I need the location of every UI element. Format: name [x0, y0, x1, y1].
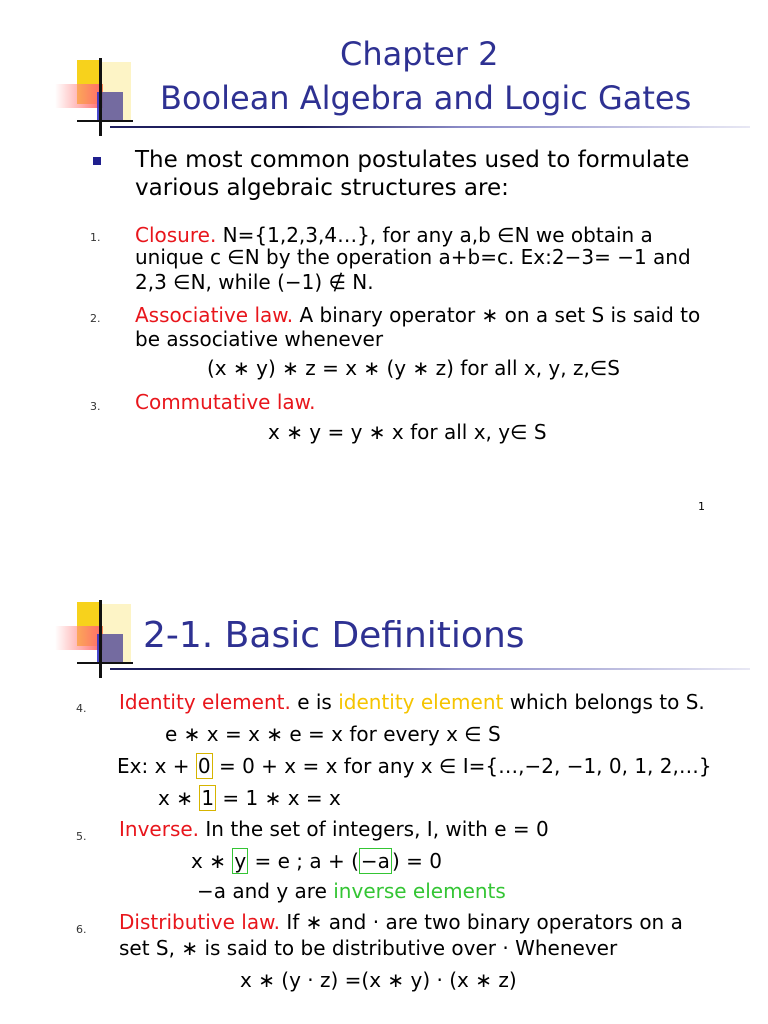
identity-term: Identity element. — [119, 690, 291, 714]
bullet-line-2: various algebraic structures are: — [135, 175, 509, 201]
closure-text: N={1,2,3,4…}, for any a,b ∈N we obtain a — [216, 223, 653, 247]
inverse-line-1 — [119, 817, 549, 842]
item-number: 6. — [76, 923, 87, 936]
inverse-formula-suffix: ) = 0 — [391, 849, 442, 873]
example2-suffix: = 1 ∗ x = x — [216, 786, 341, 810]
associative-text: A binary operator ∗ on a set S is said to — [293, 303, 701, 327]
associative-formula: (x ∗ y) ∗ z = x ∗ (y ∗ z) for all x, y, z,∈S — [207, 356, 620, 380]
chapter-title: Chapter 2 — [340, 35, 499, 73]
inverse-term: Inverse. — [119, 817, 200, 841]
distributive-text: If ∗ and · are two binary operators on a — [279, 910, 683, 934]
associative-line-2: be associative whenever — [135, 327, 384, 351]
bullet-marker — [93, 157, 101, 165]
example-prefix: Ex: x + — [117, 754, 196, 778]
slide-2 — [0, 512, 768, 1024]
inverse-highlight: inverse elements — [333, 879, 506, 903]
closure-term: Closure. — [135, 223, 217, 247]
bullet-line-1: The most common postulates used to formulate — [135, 147, 690, 173]
commutative-formula: x ∗ y = y ∗ x for all x, y∈ S — [268, 420, 547, 444]
boxed-zero: 0 — [197, 754, 211, 778]
distributive-line-2: set S, ∗ is said to be distributive over · Whenever — [119, 936, 618, 960]
distributive-line-1 — [119, 910, 683, 935]
commutative-term: Commutative law. — [135, 390, 316, 414]
item-number: 3. — [90, 400, 101, 413]
closure-line-2: unique c ∈N by the operation a+b=c. Ex:2−3= −1 and — [135, 245, 691, 269]
inverse-formula-prefix: x ∗ — [191, 849, 233, 873]
associative-line-1 — [135, 303, 700, 328]
item-number: 1. — [90, 231, 101, 244]
title-decoration-graphic — [55, 58, 135, 136]
slide-title: Boolean Algebra and Logic Gates — [160, 79, 692, 117]
inverse-note-prefix: −a and y are — [197, 879, 334, 903]
inverse-formula-mid: = e ; a + ( — [248, 849, 359, 873]
title-rule — [110, 126, 750, 128]
associative-term: Associative law. — [135, 303, 294, 327]
title-decoration-graphic — [55, 600, 135, 678]
item-number: 4. — [76, 702, 87, 715]
identity-example-1 — [117, 754, 712, 779]
inverse-note — [197, 879, 506, 904]
distributive-formula: x ∗ (y · z) =(x ∗ y) · (x ∗ z) — [240, 968, 517, 992]
item-number: 2. — [90, 312, 101, 325]
identity-example-2 — [158, 786, 341, 811]
boxed-neg-a: −a — [360, 849, 390, 873]
identity-line-1 — [119, 690, 705, 715]
example2-prefix: x ∗ — [158, 786, 200, 810]
example-suffix: = 0 + x = x for any x ∈ I={…,−2, −1, 0, 1, 2,…} — [212, 754, 712, 778]
slide-title: 2-1. Basic Definitions — [143, 615, 525, 656]
page-number: 1 — [698, 500, 705, 512]
identity-formula: e ∗ x = x ∗ e = x for every x ∈ S — [165, 722, 501, 746]
closure-line-3: 2,3 ∈N, while (−1) ∉ N. — [135, 270, 374, 294]
distributive-term: Distributive law. — [119, 910, 280, 934]
inverse-formula — [191, 849, 442, 874]
item-number: 5. — [76, 830, 87, 843]
boxed-y: y — [234, 849, 247, 873]
title-rule — [110, 668, 750, 670]
boxed-one: 1 — [201, 786, 215, 810]
identity-text-a: e is — [290, 690, 339, 714]
identity-highlight: identity element — [338, 690, 504, 714]
identity-text-b: which belongs to S. — [503, 690, 705, 714]
inverse-text: In the set of integers, I, with e = 0 — [199, 817, 549, 841]
